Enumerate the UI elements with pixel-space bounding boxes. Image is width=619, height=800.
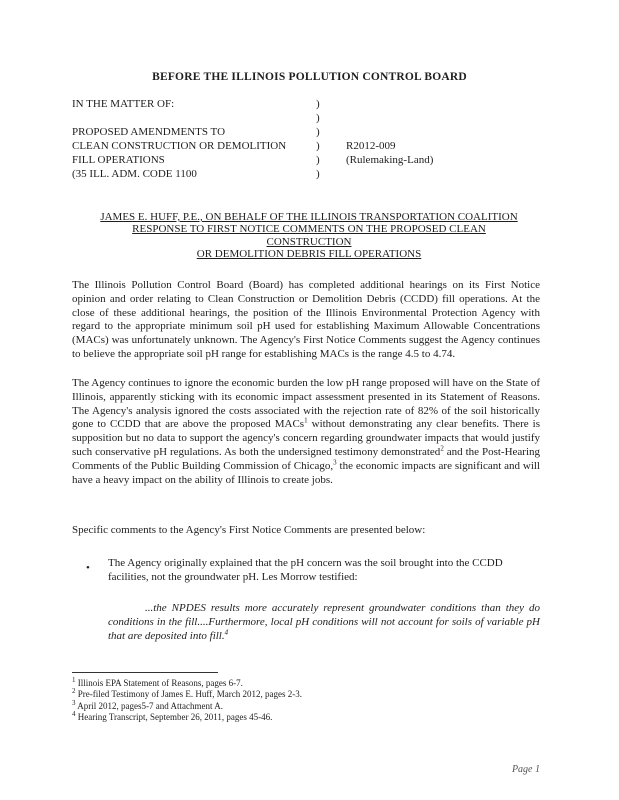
caption-paren: ) [316,126,320,138]
paragraph-text: the economic impacts are significant and will have a heavy impact on the ability of Illinois to create jobs. [72,459,540,486]
rulemaking-type: (Rulemaking-Land) [346,154,434,166]
footnote [72,698,540,712]
footnote-number: 2 [72,687,76,696]
footnote-ref: 4 [224,628,229,637]
footnote-divider [72,672,218,673]
footnote-ref: 1 [304,416,308,425]
footnote [72,709,540,723]
paragraph-text: The Agency continues to ignore the economic burden the low pH range proposed will have on the State of Illinois, apparently sticking with its economic impact assessment presented in its Statement of Reasons. The Agency's analysis ignored the costs associated with the rejection rate of 82% of the soil historically gone to CCDD that are above the proposed MACs [72,377,540,431]
footnote-text: Hearing Transcript, September 26, 2011, pages 45-46. [77,711,273,722]
document-title [66,211,552,261]
footnote [72,678,540,689]
title-line: CONSTRUCTION [266,235,352,248]
footnote-text: April 2012, pages5-7 and Attachment A. [77,700,223,711]
footnote-number: 4 [72,709,76,718]
quote-text: ...the NPDES results more accurately represent groundwater conditions than they do conditions in the fill....Furthermore, local pH conditions will not account for soils of variable pH that are deposited into fill. [108,602,540,642]
caption-paren: ) [316,112,320,124]
footnotes [72,678,540,723]
paragraph-intro: The Illinois Pollution Control Board (Board) has completed additional hearings on its First Notice opinion and order relating to Clean Construction or Demolition Debris (CCDD) fill operations. At the close of these additional hearings, the position of the Illinois Environmental Protection Agency with regard to the appropriate minimum soil pH used for establishing Maximum Allowable Concentrations (MACs) was unfortunately unknown. The Agency's First Notice Comments suggest the Agency continues to believe the appropriate soil pH range for establishing MACs is the range 4.5 to 4.74. [72,279,540,360]
caption-left-line: (35 ILL. ADM. CODE 1100 [72,168,197,180]
title-line: JAMES E. HUFF, P.E., ON BEHALF OF THE ILLINOIS TRANSPORTATION COALITION [100,211,518,223]
footnote-ref: 2 [440,444,444,453]
caption-left-line: IN THE MATTER OF: [72,98,175,110]
docket-number: R2012-009 [346,140,396,152]
bullet-icon: • [86,562,90,574]
caption-paren: ) [316,140,320,152]
footnote-ref: 3 [333,458,337,467]
paragraph-economic-burden [72,377,540,487]
footnote [72,689,540,700]
caption-paren: ) [316,98,320,110]
footnote-text: Illinois EPA Statement of Reasons, pages 6-7. [77,678,243,688]
caption-left-line: FILL OPERATIONS [72,154,165,166]
block-quote [108,601,540,643]
board-heading: BEFORE THE ILLINOIS POLLUTION CONTROL BOARD [152,71,467,83]
title-line: RESPONSE TO FIRST NOTICE COMMENTS ON THE PROPOSED CLEAN [132,223,486,236]
paragraph-specific-comments: Specific comments to the Agency's First Notice Comments are presented below: [72,524,426,536]
page-number: Page 1 [511,764,540,775]
paragraph-text: and the Post-Hearing Comments of the Public Building Commission of Chicago, [72,445,540,472]
bullet-item: The Agency originally explained that the pH concern was the soil brought into the CCDD facilities, not the groundwater pH. Les Morrow testified: [108,557,503,583]
caption-left-line: PROPOSED AMENDMENTS TO [72,126,226,138]
paragraph-text: without demonstrating any clear benefits. There is supposition but no data to support the agency's concern regarding groundwater impacts that would justify such conservative pH regulations. As both the undersigned testimony demonstrated [72,418,540,458]
caption-paren: ) [316,154,320,166]
title-line: OR DEMOLITION DEBRIS FILL OPERATIONS [196,248,422,261]
footnote-number: 1 [72,676,76,684]
caption-paren: ) [316,168,320,180]
footnote-number: 3 [72,698,76,707]
footnote-text: Pre-filed Testimony of James E. Huff, March 2012, pages 2-3. [77,689,302,700]
caption-left-line: CLEAN CONSTRUCTION OR DEMOLITION [72,140,287,152]
